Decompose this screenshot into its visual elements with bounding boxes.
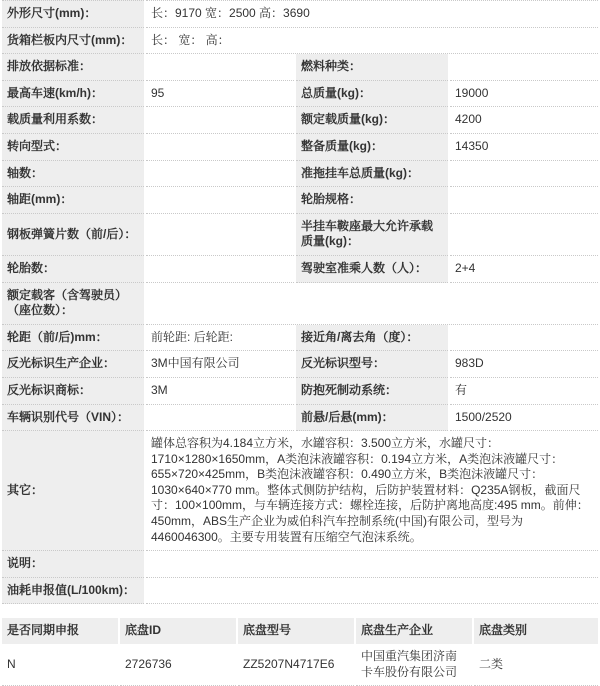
spec-row-remarks [2, 551, 598, 578]
spec-value: 95 [146, 81, 294, 108]
chassis-header-category: 底盘类别 [474, 618, 598, 644]
spec-row-exterior-dimensions [2, 0, 598, 28]
spec-value [146, 161, 294, 188]
chassis-same-period: N [2, 644, 118, 686]
spec-row-emission-standard-fuel-type [2, 54, 598, 81]
spec-row-load-utilization-rated-load [2, 107, 598, 134]
spec-value: 3M中国有限公司 [146, 351, 294, 378]
spec-row-fuel-consumption [2, 578, 598, 605]
spec-row-vin-overhang [2, 405, 598, 432]
spec-label: 前悬/后悬(mm)： [296, 405, 448, 432]
spec-value: 有 [450, 378, 598, 405]
spec-value [146, 283, 598, 325]
spec-label: 外形尺寸(mm)： [2, 0, 144, 28]
spec-value-other-text: 罐体总容积为4.184立方米，水罐容积：3.500立方米，水罐尺寸：1710×1280×1650mm，A类泡沫液罐容积：0.194立方米，A类泡沫液罐尺寸：655×720×425mm，B类泡沫液罐容积：0.490立方米，B类泡沫液罐尺寸：1030×640×770 mm。整体式侧防护结构，后防护装置材料：Q235A钢板，截面尺寸：100×100mm，与车辆连接方式：螺栓连接，后防护离地高度:495 mm。前伸：450mm，ABS生产企业为威伯科汽车控制系统(中国)有限公司，型号为4460046300。主要专用装置有压缩空气泡沫系统。 [146, 431, 598, 551]
spec-label: 货箱栏板内尺寸(mm)： [2, 28, 144, 55]
spec-value [146, 551, 598, 578]
spec-label: 轴距(mm)： [2, 187, 144, 214]
spec-row-leaf-spring-saddle-load [2, 214, 598, 256]
spec-label: 反光标识生产企业： [2, 351, 144, 378]
spec-label: 反光标识型号： [296, 351, 448, 378]
spec-value: 14350 [450, 134, 598, 161]
spec-value [146, 107, 294, 134]
spec-value [146, 578, 598, 605]
chassis-header-row [2, 618, 598, 644]
spec-value: 长：9170 宽：2500 高：3690 [146, 0, 598, 28]
spec-value [450, 214, 598, 256]
spec-row-cargo-box-inner-dimensions [2, 28, 598, 55]
spec-row-tire-count-cab-passengers [2, 256, 598, 283]
spec-row-wheelbase-tire-spec [2, 187, 598, 214]
spec-value [450, 325, 598, 352]
spec-label: 载质量利用系数： [2, 107, 144, 134]
spec-label: 防抱死制动系统： [296, 378, 448, 405]
spec-label: 其它： [2, 431, 144, 551]
spec-value [146, 256, 294, 283]
spec-label: 燃料种类： [296, 54, 448, 81]
spec-label: 准拖挂车总质量(kg)： [296, 161, 448, 188]
spec-row-reflective-manufacturer-model [2, 351, 598, 378]
spec-label: 轮距（前/后)mm： [2, 325, 144, 352]
spec-value: 1500/2520 [450, 405, 598, 432]
spec-label: 排放依据标准： [2, 54, 144, 81]
spec-value: 2+4 [450, 256, 598, 283]
spec-value [146, 214, 294, 256]
spec-label: 整备质量(kg)： [296, 134, 448, 161]
spec-label: 转向型式： [2, 134, 144, 161]
spec-value [450, 161, 598, 188]
chassis-header-manufacturer: 底盘生产企业 [356, 618, 472, 644]
spec-label: 最高车速(km/h)： [2, 81, 144, 108]
spec-value [146, 134, 294, 161]
spec-row-axle-count-trailer-mass [2, 161, 598, 188]
spec-row-track-width-angles [2, 325, 598, 352]
spec-label: 轮胎规格： [296, 187, 448, 214]
spec-label: 轮胎数： [2, 256, 144, 283]
spec-row-reflective-brand-abs [2, 378, 598, 405]
spec-value: 前轮距: 后轮距: [146, 325, 294, 352]
spec-value: 19000 [450, 81, 598, 108]
chassis-model: ZZ5207N4717E6 [238, 644, 354, 686]
chassis-table [0, 618, 600, 686]
spec-value [450, 54, 598, 81]
chassis-manufacturer: 中国重汽集团济南卡车股份有限公司 [356, 644, 472, 686]
spec-label: 轴数： [2, 161, 144, 188]
spec-row-max-speed-total-mass [2, 81, 598, 108]
spec-value: 3M [146, 378, 294, 405]
spec-label: 额定载客（含驾驶员）（座位数）： [2, 283, 144, 325]
spec-label: 油耗申报值(L/100km)： [2, 578, 144, 605]
spec-label: 钢板弹簧片数（前/后）： [2, 214, 144, 256]
spec-label: 半挂车鞍座最大允许承载质量(kg)： [296, 214, 448, 256]
spec-value [146, 405, 294, 432]
chassis-data-row [2, 644, 598, 686]
spec-row-steering-type-curb-mass [2, 134, 598, 161]
spec-label: 额定载质量(kg)： [296, 107, 448, 134]
spec-label: 接近角/离去角（度）： [296, 325, 448, 352]
spec-value: 983D [450, 351, 598, 378]
chassis-header-same-period: 是否同期申报 [2, 618, 118, 644]
spec-row-rated-passengers [2, 283, 598, 325]
chassis-header-id: 底盘ID [120, 618, 236, 644]
chassis-id: 2726736 [120, 644, 236, 686]
spec-label: 车辆识别代号（VIN）： [2, 405, 144, 432]
spec-value [146, 54, 294, 81]
spec-label: 总质量(kg)： [296, 81, 448, 108]
spec-value [146, 187, 294, 214]
spec-label: 驾驶室准乘人数（人）： [296, 256, 448, 283]
spec-label: 说明： [2, 551, 144, 578]
chassis-header-model: 底盘型号 [238, 618, 354, 644]
spec-label: 反光标识商标： [2, 378, 144, 405]
spec-value: 4200 [450, 107, 598, 134]
spec-value: 长： 宽： 高： [146, 28, 598, 55]
spec-value [450, 187, 598, 214]
chassis-category: 二类 [474, 644, 598, 686]
spec-row-other [2, 431, 598, 551]
